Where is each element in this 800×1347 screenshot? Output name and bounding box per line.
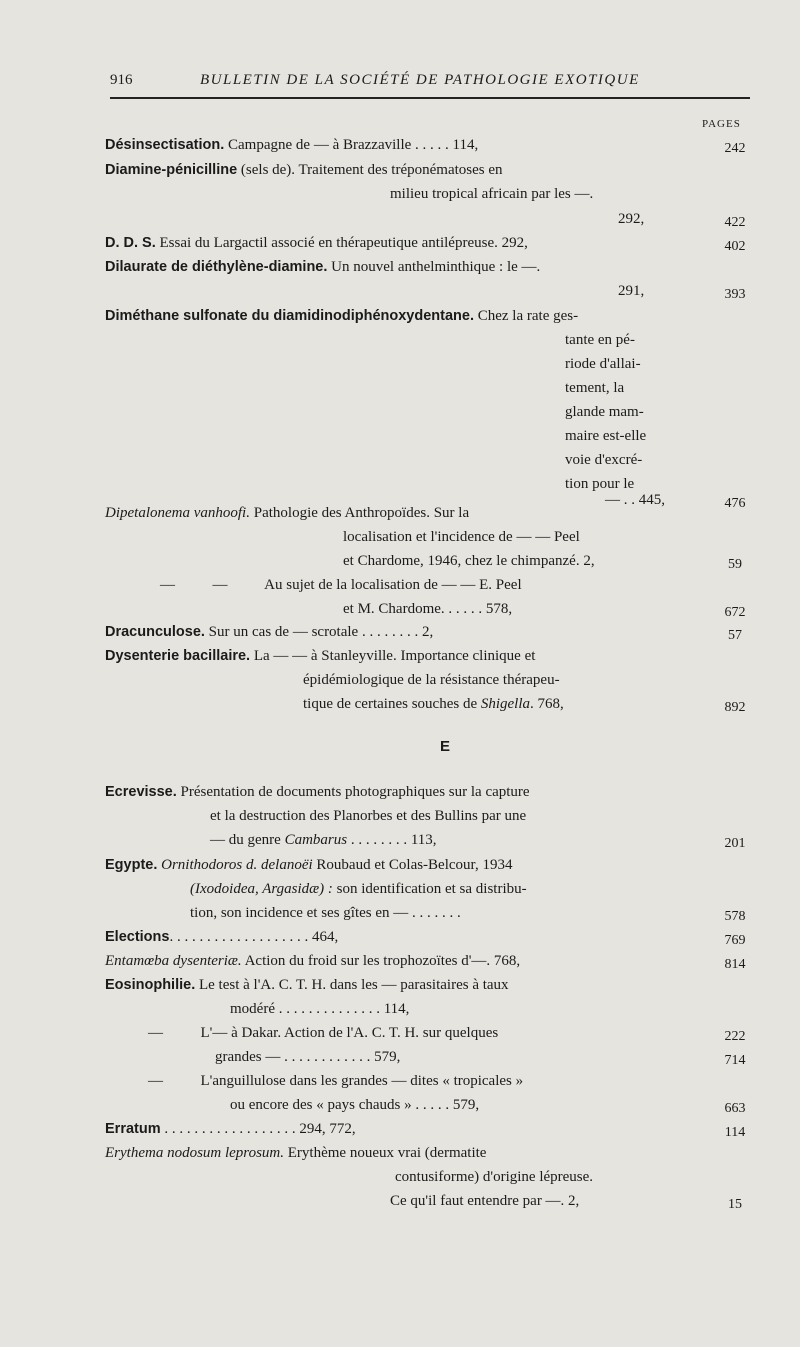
index-line — [105, 855, 512, 875]
entry-text: Essai du Largactil associé en thérapeutique antilépreuse. 292, — [155, 235, 528, 251]
pages-column-label: PAGES — [702, 118, 741, 130]
index-line — [230, 1095, 479, 1115]
page-reference: 201 — [724, 836, 746, 851]
entry-headword: Dracunculose. — [105, 624, 205, 640]
entry-text: — L'anguillulose dans les grandes — dites « tropicales » — [148, 1073, 524, 1089]
index-line — [105, 782, 530, 802]
entry-text: tante en pé- — [565, 332, 635, 348]
entry-text: Sur un cas de — scrotale . . . . . . . . 2, — [204, 624, 434, 640]
entry-text: voie d'excré- — [565, 452, 643, 468]
entry-text: riode d'allai- — [565, 356, 641, 372]
entry-headword: Eosinophilie. — [105, 977, 196, 993]
index-line — [148, 1023, 498, 1043]
entry-headword: D. D. S. — [105, 235, 156, 251]
entry-text: et M. Chardome. . . . . . 578, — [343, 601, 513, 617]
page-reference: 422 — [724, 215, 746, 230]
index-line — [565, 378, 624, 398]
index-line — [395, 1167, 593, 1187]
index-line — [105, 975, 509, 995]
page-reference: 59 — [728, 557, 742, 572]
entry-text: . . . . . . . . 113, — [347, 832, 437, 848]
index-line — [565, 450, 642, 470]
entry-headword: Ecrevisse. — [105, 784, 177, 800]
index-line — [105, 135, 478, 155]
entry-text: 292, — [618, 211, 645, 227]
index-line — [390, 1191, 579, 1211]
entry-text: milieu tropical africain par les —. — [390, 186, 594, 202]
index-line — [605, 490, 665, 510]
index-line — [565, 330, 635, 350]
entry-text: Un nouvel anthelminthique : le —. — [327, 259, 541, 275]
italic-term: Erythema nodosum leprosum. — [105, 1145, 285, 1161]
index-line — [343, 551, 595, 571]
index-line — [618, 209, 644, 229]
entry-text: tique de certaines souches de — [303, 696, 481, 712]
italic-term: (Ixodoidea, Argasidæ) : — [190, 881, 333, 897]
journal-title: BULLETIN DE LA SOCIÉTÉ DE PATHOLOGIE EXOTIQUE — [200, 72, 640, 88]
entry-headword: Désinsectisation. — [105, 137, 225, 153]
entry-text: tement, la — [565, 380, 625, 396]
italic-term: Shigella — [480, 696, 531, 712]
page-reference: 578 — [724, 909, 746, 924]
entry-text: Ce qu'il faut entendre par —. 2, — [390, 1193, 580, 1209]
page-reference: 114 — [724, 1125, 746, 1140]
entry-text: La — — à Stanleyville. Importance clinique et — [250, 648, 536, 664]
page-reference: 769 — [724, 933, 746, 948]
index-line — [105, 233, 528, 253]
entry-text: — L'— à Dakar. Action de l'A. C. T. H. sur quelques — [148, 1025, 499, 1041]
index-line — [105, 306, 578, 326]
italic-term: Dipetalonema vanhoofi. — [105, 505, 250, 521]
page-reference: 663 — [724, 1101, 746, 1116]
index-line — [105, 257, 540, 277]
entry-text: Pathologie des Anthropoïdes. Sur la — [249, 505, 470, 521]
entry-text: Roubaud et Colas-Belcour, 1934 — [312, 857, 513, 873]
entry-text: Campagne de — à Brazzaville . . . . . 114, — [224, 137, 479, 153]
page-reference: 15 — [728, 1197, 742, 1212]
index-line — [390, 184, 593, 204]
entry-headword: Diamine-pénicilline — [105, 162, 238, 178]
entry-text: tion, son incidence et ses gîtes en — . . . . . . . — [190, 905, 461, 921]
entry-text: tion pour le — [565, 476, 635, 492]
entry-headword: Dilaurate de diéthylène-diamine. — [105, 259, 328, 275]
entry-headword: Egypte. — [105, 857, 158, 873]
index-line — [343, 599, 512, 619]
entry-text: et la destruction des Planorbes et des Bullins par une — [210, 808, 527, 824]
index-line — [105, 622, 433, 642]
page-reference: 393 — [724, 287, 746, 302]
entry-text: modéré . . . . . . . . . . . . . . 114, — [230, 1001, 410, 1017]
italic-term: Entamœba dysenteriæ. — [105, 953, 242, 969]
entry-text: Erythème noueux vrai (dermatite — [284, 1145, 487, 1161]
entry-text: localisation et l'incidence de — — Peel — [343, 529, 580, 545]
entry-text: Action du froid sur les trophozoïtes d'—. 768, — [241, 953, 521, 969]
index-line — [160, 575, 522, 595]
entry-text: Chez la rate ges- — [473, 308, 579, 324]
entry-text: et Chardome, 1946, chez le chimpanzé. 2, — [343, 553, 595, 569]
section-letter: E — [440, 738, 451, 755]
entry-text: — — Au sujet de la localisation de — — E. Peel — [160, 577, 522, 593]
entry-text: ou encore des « pays chauds » . . . . . 579, — [230, 1097, 480, 1113]
index-line — [105, 503, 469, 523]
index-line — [105, 1143, 486, 1163]
index-line — [565, 426, 646, 446]
index-line — [190, 903, 461, 923]
entry-text: (sels de). Traitement des tréponématoses en — [237, 162, 503, 178]
entry-text: épidémiologique de la résistance thérapeu- — [303, 672, 560, 688]
entry-text: Le test à l'A. C. T. H. dans les — parasitaires à taux — [195, 977, 509, 993]
entry-text: — . . 445, — [605, 492, 665, 508]
index-line — [210, 806, 526, 826]
index-line — [190, 879, 527, 899]
entry-text: . 768, — [530, 696, 564, 712]
page-reference: 402 — [724, 239, 746, 254]
page-number: 916 — [110, 72, 133, 88]
index-line — [230, 999, 409, 1019]
index-line — [210, 830, 437, 850]
index-line — [303, 694, 564, 714]
entry-text: grandes — . . . . . . . . . . . . 579, — [215, 1049, 401, 1065]
page-reference: 714 — [724, 1053, 746, 1068]
index-line — [105, 927, 338, 947]
entry-text: — du genre — [210, 832, 285, 848]
entry-headword: Diméthane sulfonate du diamidinodiphénoxydentane. — [105, 308, 474, 324]
index-line — [105, 646, 535, 666]
italic-term: Ornithodoros d. delanoëi — [161, 857, 313, 873]
page-reference: 814 — [724, 957, 746, 972]
page-reference: 892 — [724, 700, 746, 715]
entry-text: . . . . . . . . . . . . . . . . . . 294, 772, — [160, 1121, 356, 1137]
index-line — [215, 1047, 400, 1067]
running-header — [110, 70, 750, 96]
entry-text: Présentation de documents photographiques sur la capture — [176, 784, 530, 800]
entry-text: son identification et sa distribu- — [332, 881, 527, 897]
entry-text: . . . . . . . . . . . . . . . . . . . 464, — [169, 929, 339, 945]
index-line — [565, 354, 641, 374]
header-rule — [110, 97, 750, 99]
index-line — [148, 1071, 523, 1091]
page-reference: 672 — [724, 605, 746, 620]
index-line — [565, 402, 644, 422]
entry-headword: Elections — [105, 929, 170, 945]
italic-term: Cambarus — [284, 832, 348, 848]
page-reference: 242 — [724, 141, 746, 156]
entry-headword: Erratum — [105, 1121, 161, 1137]
page-reference: 222 — [724, 1029, 746, 1044]
index-line — [303, 670, 560, 690]
index-line — [105, 160, 503, 180]
index-line — [618, 281, 644, 301]
index-line — [105, 951, 520, 971]
entry-text: maire est-elle — [565, 428, 647, 444]
entry-headword: Dysenterie bacillaire. — [105, 648, 251, 664]
entry-text: 291, — [618, 283, 645, 299]
entry-text: contusiforme) d'origine lépreuse. — [395, 1169, 594, 1185]
index-line — [105, 1119, 356, 1139]
page-reference: 476 — [724, 496, 746, 511]
entry-text: glande mam- — [565, 404, 644, 420]
index-line — [343, 527, 580, 547]
page-reference: 57 — [728, 628, 742, 643]
